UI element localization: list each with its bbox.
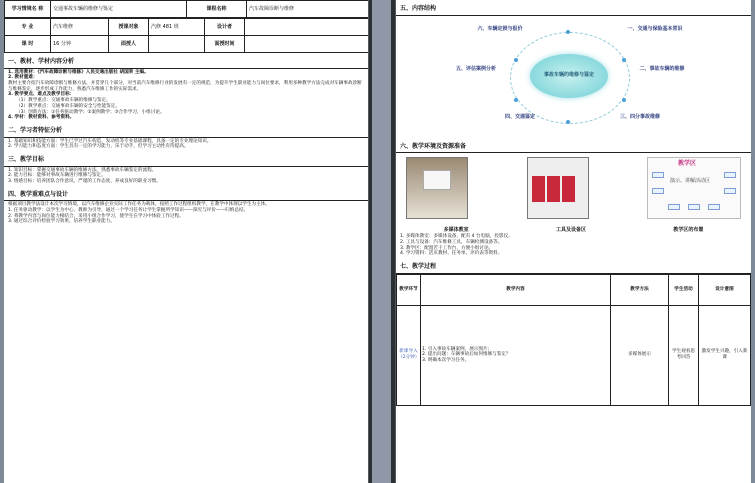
desk	[724, 188, 736, 194]
s6-item: 2. 工具与设备：汽车维修工具，车辆检测设备等。	[400, 239, 503, 245]
s3-item: 2. 能力目标：能够对事故车辆进行维修与鉴定。	[8, 173, 106, 179]
section-2-title: 二、学习者特征分析	[4, 124, 368, 138]
process-table	[396, 274, 751, 406]
audience-value	[149, 36, 205, 53]
diagram-node: 三、四分事故维修	[619, 113, 660, 120]
layout-diagram	[647, 157, 741, 219]
intent-cell: 激发学生兴趣，引入新课	[699, 305, 751, 405]
s6-item: 4. 学习资料：活页教材、任务单、评价表等资料。	[400, 251, 503, 257]
caption: 工具及设备区	[555, 227, 586, 233]
header-row-2	[4, 18, 369, 53]
section-3-content	[4, 167, 368, 186]
activity-cell: 学生观看思考回答	[669, 305, 699, 405]
s2-item: 1. 基础知识和技能方面：学生已学过汽车构造、发动机等专业基础课程，具备一定的专业理论知识。	[8, 138, 212, 144]
content-item: 3. 明确本次学习任务。	[422, 358, 470, 364]
method-cell: 多媒体展示	[611, 305, 669, 405]
s1-item: 2. 教材重难：	[8, 75, 38, 81]
section-4-content	[4, 201, 368, 226]
col-header: 设计意图	[699, 274, 751, 305]
section-4-title: 四、教学重难点与设计	[4, 188, 368, 202]
diagram-dot	[514, 58, 518, 62]
tools-photo	[527, 157, 589, 219]
hours-label: 课 时	[5, 36, 51, 53]
tool-cabinet	[547, 176, 560, 202]
major-label: 专 业	[5, 19, 51, 36]
s4-item: 根据项目教学法设计本次学习情境，以汽车维修企业实际工作任务为载体，按照工作过程组织教学，在教学中体现以学生为主体。	[8, 202, 270, 208]
major-value: 汽车维修	[51, 19, 109, 36]
diagram-dot	[514, 98, 518, 102]
caption: 多媒体教室	[443, 227, 469, 233]
name-label: 学习情境名 称	[5, 1, 51, 18]
desk	[652, 172, 664, 178]
designer-value	[245, 19, 370, 36]
desk	[688, 204, 700, 210]
s1-item: （2）教学难点：交通事故车辆的安全与性能鉴定。	[16, 103, 120, 109]
s4-item: 1. 任务驱动教学：以学生为中心，教师为引导，通过一个学习任务让学生掌握所学知识——探究与评价——归纳总结。	[8, 208, 249, 214]
diagram-center: 事故车辆的维修与鉴定	[530, 54, 608, 98]
s2-item: 2. 学习能力和态度方面：学生具有一定的学习能力，乐于动手，但学习主动性有待提高。	[8, 144, 189, 150]
col-header: 学生活动	[669, 274, 699, 305]
layout-text: 演示、讲解活动区	[670, 178, 711, 184]
diagram-node: 五、评估案例分析	[455, 65, 496, 72]
left-page	[4, 0, 369, 483]
time-value	[245, 36, 370, 53]
target-label: 授课对象	[109, 19, 149, 36]
diagram-dot	[566, 120, 570, 124]
content-cell	[421, 305, 611, 405]
s4-item: 3. 通过综合评价检验学习效果，培养学生职业能力。	[8, 219, 115, 225]
section-2-content	[4, 138, 368, 151]
s4-item: 2. 将教学内容与岗位能力相结合，采用小组合作学习，使学生在学习中体验工作过程。	[8, 213, 184, 219]
page-gap	[372, 0, 391, 483]
content-item: 1. 引入事故车辆案例，展示图片；	[422, 346, 493, 352]
desk	[724, 172, 736, 178]
col-header: 教学方法	[611, 274, 669, 305]
s1-item: 教材主要介绍汽车故障诊断与维修方法，并贯穿几个部分，对当前汽车维修行业的发展有一定的规范，为提升学生职业能力与岗位要求，利用多种教学方法完成对车辆事故诊断与维修鉴定，逐步形成工作能力，熟悉汽车维修工作的实际需求。	[8, 80, 362, 92]
desk	[708, 204, 720, 210]
s6-item: 1. 多媒体教室：多媒体设备，配有 4 台电脑，投影仪。	[400, 234, 513, 240]
name-value: 交通事故车辆的维修与鉴定	[51, 1, 187, 18]
content-structure-diagram	[400, 18, 747, 138]
diagram-node: 一、交通与保险基本常识	[627, 25, 683, 32]
s6-item: 3. 教学区：配置若干工作台，方便小组讨论。	[400, 245, 494, 251]
section-1-title: 一、教材、学材内容分析	[4, 55, 368, 69]
section-5-title: 五、内容结构	[396, 2, 751, 16]
s1-item: 1. 选用教材：《汽车故障诊断与维修》人民交通出版社 胡国荣 主编。	[8, 69, 149, 75]
s1-item: （3）创新方法：①任务驱动教学；②案例教学；③合作学习，小组讨论。	[16, 109, 165, 115]
stage-cell: 新课导入（2分钟）	[397, 305, 421, 405]
course-value: 汽车故障诊断与维修	[247, 1, 370, 18]
designer-label: 设计者	[205, 19, 245, 36]
diagram-dot	[622, 58, 626, 62]
section-7-title: 七、教学过程	[396, 260, 751, 274]
s1-item: 4. 学材：教材资料、参考资料。	[8, 115, 75, 121]
desk	[668, 204, 680, 210]
section-6-content	[396, 233, 751, 258]
tool-cabinet	[532, 176, 545, 202]
right-page	[395, 0, 751, 483]
section-3-title: 三、教学目标	[4, 153, 368, 167]
header-table	[4, 0, 369, 18]
s3-item: 1. 知识目标：掌握交通事故车辆的维修方法，熟悉事故车辆鉴定的流程。	[8, 167, 157, 173]
content-item: 2. 提出问题：车辆事故后如何维修与鉴定？	[422, 352, 511, 358]
layout-title: 教学区	[678, 160, 697, 167]
audience-label: 面授人	[109, 36, 149, 53]
desk	[652, 188, 664, 194]
caption: 教学区的布置	[673, 227, 704, 233]
photo-captions	[396, 227, 751, 233]
diagram-node: 四、交通鉴定	[504, 113, 535, 120]
section-1-content	[4, 69, 368, 123]
s3-item: 3. 情感目标：培养团队合作意识、严谨的工作态度，养成良好的职业习惯。	[8, 179, 161, 185]
diagram-node: 二、事故车辆的维修	[639, 65, 685, 72]
col-header: 教学内容	[421, 274, 611, 305]
hours-value: 16 分钟	[51, 36, 109, 53]
environment-photos	[396, 153, 751, 227]
classroom-photo	[406, 157, 468, 219]
course-label: 课程名称	[187, 1, 247, 18]
col-header: 教学环节	[397, 274, 421, 305]
s1-item: 3. 教学要点、难点及教学目标：	[8, 92, 75, 98]
diagram-dot	[566, 30, 570, 34]
tool-cabinet	[562, 176, 575, 202]
projector-screen	[423, 170, 451, 190]
diagram-dot	[622, 98, 626, 102]
time-label: 面授时间	[205, 36, 245, 53]
section-6-title: 六、教学环境及资源准备	[396, 140, 751, 154]
s1-item: （1）教学重点：交通事故车辆的维修与鉴定。	[16, 98, 111, 104]
target-value: 汽修 481 班	[149, 19, 205, 36]
diagram-node: 六、车辆定损与报价	[477, 25, 523, 32]
